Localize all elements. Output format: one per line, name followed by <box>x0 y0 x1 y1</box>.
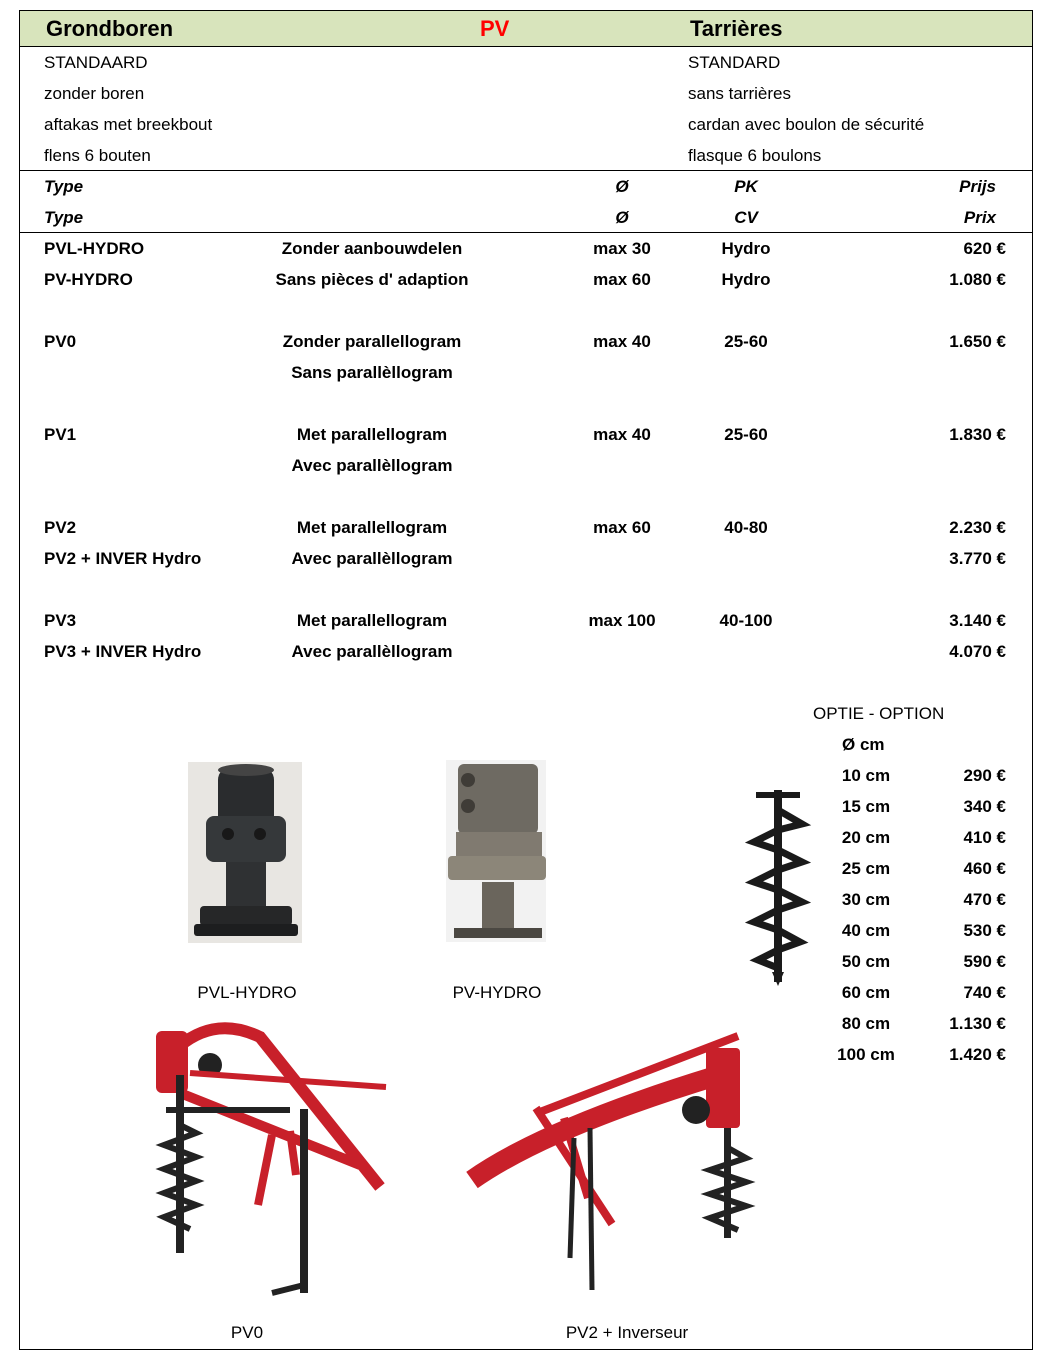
row-description: Met parallellogram <box>296 611 448 630</box>
row-price: 3.770 € <box>949 549 1006 568</box>
option-price: 460 € <box>963 859 1006 878</box>
option-size: 15 cm <box>841 797 891 816</box>
row-description: Zonder parallellogram <box>282 332 462 351</box>
caption-pv0: PV0 <box>230 1323 264 1342</box>
option-size: 40 cm <box>841 921 891 940</box>
option-price: 740 € <box>963 983 1006 1002</box>
row-type: PVL-HYDRO <box>44 239 145 258</box>
auger-image <box>752 790 804 986</box>
option-price: 1.130 € <box>949 1014 1006 1033</box>
title-fr: Tarrières <box>690 16 783 41</box>
row-power: 25-60 <box>724 332 768 351</box>
row-power: Hydro <box>721 270 771 289</box>
option-price: 590 € <box>963 952 1006 971</box>
row-price: 4.070 € <box>949 642 1006 661</box>
row-type: PV-HYDRO <box>44 270 133 289</box>
option-size: 100 cm <box>837 1045 895 1064</box>
row-diameter: max 60 <box>593 518 651 537</box>
divider <box>19 170 1033 171</box>
col-type-nl: Type <box>44 177 84 196</box>
standard-nl-line: flens 6 bouten <box>44 146 151 165</box>
option-price: 290 € <box>963 766 1006 785</box>
row-diameter: max 40 <box>593 425 651 444</box>
standard-nl-line: aftakas met breekbout <box>44 115 213 134</box>
standard-nl-line: zonder boren <box>44 84 145 103</box>
col-diameter: Ø <box>615 208 629 227</box>
option-size: 60 cm <box>841 983 891 1002</box>
row-description: Avec parallèllogram <box>291 456 453 475</box>
row-power: 25-60 <box>724 425 768 444</box>
row-diameter: max 40 <box>593 332 651 351</box>
row-power: 40-80 <box>724 518 768 537</box>
row-power: 40-100 <box>719 611 773 630</box>
option-price: 470 € <box>963 890 1006 909</box>
caption-pvl-hydro: PVL-HYDRO <box>197 983 297 1002</box>
option-price: 340 € <box>963 797 1006 816</box>
caption-pv2-inverseur: PV2 + Inverseur <box>565 1323 689 1342</box>
row-description: Zonder aanbouwdelen <box>281 239 463 258</box>
col-diameter: Ø <box>615 177 629 196</box>
col-cv: CV <box>734 208 758 227</box>
standard-fr-line: flasque 6 boulons <box>688 146 822 165</box>
row-type: PV3 + INVER Hydro <box>44 642 202 661</box>
col-type-fr: Type <box>44 208 84 227</box>
row-type: PV3 <box>44 611 77 630</box>
option-price: 530 € <box>963 921 1006 940</box>
row-price: 1.830 € <box>949 425 1006 444</box>
option-size: 30 cm <box>841 890 891 909</box>
row-description: Avec parallèllogram <box>291 642 453 661</box>
row-description: Avec parallèllogram <box>291 549 453 568</box>
standard-fr-line: STANDARD <box>688 53 781 72</box>
row-diameter: max 60 <box>593 270 651 289</box>
row-type: PV2 <box>44 518 77 537</box>
row-price: 3.140 € <box>949 611 1006 630</box>
option-size: 10 cm <box>841 766 891 785</box>
option-col-header: Ø cm <box>842 735 885 754</box>
row-price: 1.080 € <box>949 270 1006 289</box>
row-price: 2.230 € <box>949 518 1006 537</box>
row-description: Sans pièces d' adaption <box>275 270 469 289</box>
pvl-hydro-image <box>188 762 302 943</box>
caption-pv-hydro: PV-HYDRO <box>452 983 542 1002</box>
option-size: 50 cm <box>841 952 891 971</box>
option-size: 80 cm <box>841 1014 891 1033</box>
option-size: 25 cm <box>841 859 891 878</box>
row-diameter: max 30 <box>593 239 651 258</box>
row-power: Hydro <box>721 239 771 258</box>
option-price: 410 € <box>963 828 1006 847</box>
title-model: PV <box>480 16 510 41</box>
standard-fr-line: cardan avec boulon de sécurité <box>688 115 925 134</box>
row-type: PV2 + INVER Hydro <box>44 549 202 568</box>
row-description: Sans parallèllogram <box>291 363 453 382</box>
col-price-nl: Prijs <box>959 177 996 196</box>
title-nl: Grondboren <box>46 16 174 41</box>
pv-hydro-image <box>446 760 546 942</box>
col-pk: PK <box>734 177 758 196</box>
row-description: Met parallellogram <box>296 518 448 537</box>
row-diameter: max 100 <box>588 611 656 630</box>
row-price: 620 € <box>963 239 1006 258</box>
col-price-fr: Prix <box>963 208 996 227</box>
row-type: PV0 <box>44 332 77 351</box>
option-price: 1.420 € <box>949 1045 1006 1064</box>
option-size: 20 cm <box>841 828 891 847</box>
row-description: Met parallellogram <box>296 425 448 444</box>
row-price: 1.650 € <box>949 332 1006 351</box>
pv0-image <box>150 1015 390 1295</box>
option-title: OPTIE - OPTION <box>813 704 945 723</box>
standard-fr-line: sans tarrières <box>688 84 791 103</box>
row-type: PV1 <box>44 425 77 444</box>
pv2-inverseur-image <box>466 1018 770 1294</box>
divider <box>19 232 1033 233</box>
standard-nl-line: STANDAARD <box>44 53 148 72</box>
